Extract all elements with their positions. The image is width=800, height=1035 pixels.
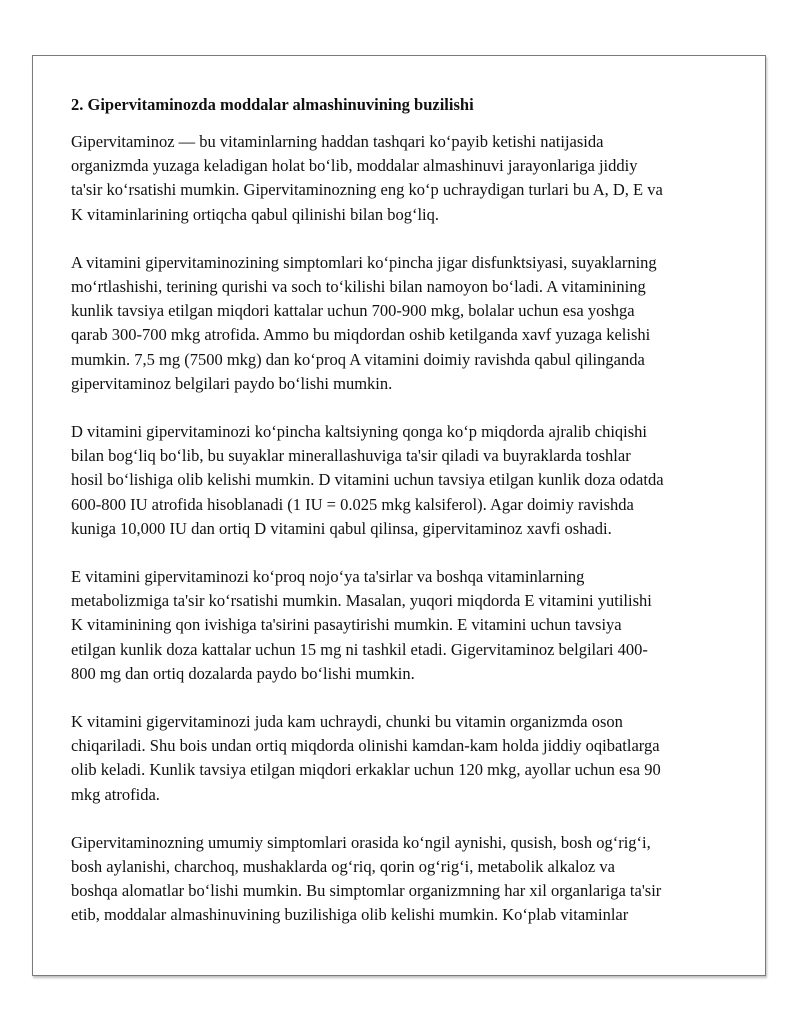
paragraph-intro: Gipervitaminoz — bu vitaminlarning haddan tashqari ko‘payib ketishi natijasida organizmda yuzaga keladigan holat bo‘lib, moddalar almashinuvi jarayonlariga jiddiy ta'sir ko‘rsatishi mumkin. Gipervitaminozning eng ko‘p uchraydigan turlari bu A, D, E va K vitaminlarining ortiqcha qabul qilinishi bilan bog‘liq. [71, 132, 663, 224]
document-page [32, 55, 766, 976]
section-heading: 2. Gipervitaminozda moddalar almashinuvining buzilishi [71, 95, 474, 114]
paragraph-vitamin-a: A vitamini gipervitaminozining simptomlari ko‘pincha jigar disfunktsiyasi, suyaklarning mo‘rtlashishi, terining qurishi va soch to‘kilishi bilan namoyon bo‘ladi. A vitaminining kunlik tavsiya etilgan miqdori kattalar uchun 700-900 mkg, bolalar uchun esa yoshga qarab 300-700 mkg atrofida. Ammo bu miqdordan oshib ketilganda xavf yuzaga kelishi mumkin. 7,5 mg (7500 mkg) dan ko‘proq A vitamini doimiy ravishda qabul qilinganda gipervitaminoz belgilari paydo bo‘lishi mumkin. [71, 252, 657, 393]
document-content [71, 94, 731, 952]
paragraph-vitamin-e: E vitamini gipervitaminozi ko‘proq nojo‘ya ta'sirlar va boshqa vitaminlarning metabolizmiga ta'sir ko‘rsatishi mumkin. Masalan, yuqori miqdorda E vitamini yutilishi K vitaminining qon ivishiga ta'sirini pasaytirishi mumkin. E vitamini uchun tavsiya etilgan kunlik doza kattalar uchun 15 mg ni tashkil etadi. Gigervitaminoz belgilari 400- 800 mg dan ortiq dozalarda paydo bo‘lishi mumkin. [71, 567, 652, 683]
paragraph-symptoms: Gipervitaminozning umumiy simptomlari orasida ko‘ngil aynishi, qusish, bosh og‘rig‘i, bosh aylanishi, charchoq, mushaklarda og‘riq, qorin og‘rig‘i, metabolik alkaloz va boshqa alomatlar bo‘lishi mumkin. Bu simptomlar organizmning har xil organlariga ta'sir etib, moddalar almashinuvining buzilishiga olib kelishi mumkin. Ko‘plab vitaminlar [71, 832, 662, 925]
paragraph-vitamin-d: D vitamini gipervitaminozi ko‘pincha kaltsiyning qonga ko‘p miqdorda ajralib chiqishi bilan bog‘liq bo‘lib, bu suyaklar minerallashuviga ta'sir qiladi va buyraklarda toshlar hosil bo‘lishiga olib kelishi mumkin. D vitamini uchun tavsiya etilgan kunlik doza odatda 600-800 IU atrofida hisoblanadi (1 IU = 0.025 mkg kalsiferol). Agar doimiy ravishda kuniga 10,000 IU dan ortiq D vitamini qabul qilinsa, gipervitaminoz xavfi oshadi. [71, 422, 664, 538]
paragraph-vitamin-k: K vitamini gigervitaminozi juda kam uchraydi, chunki bu vitamin organizmda oson chiqariladi. Shu bois undan ortiq miqdorda olinishi kamdan-kam holda jiddiy oqibatlarga olib keladi. Kunlik tavsiya etilgan miqdori erkaklar uchun 120 mkg, ayollar uchun esa 90 mkg atrofida. [71, 712, 661, 804]
